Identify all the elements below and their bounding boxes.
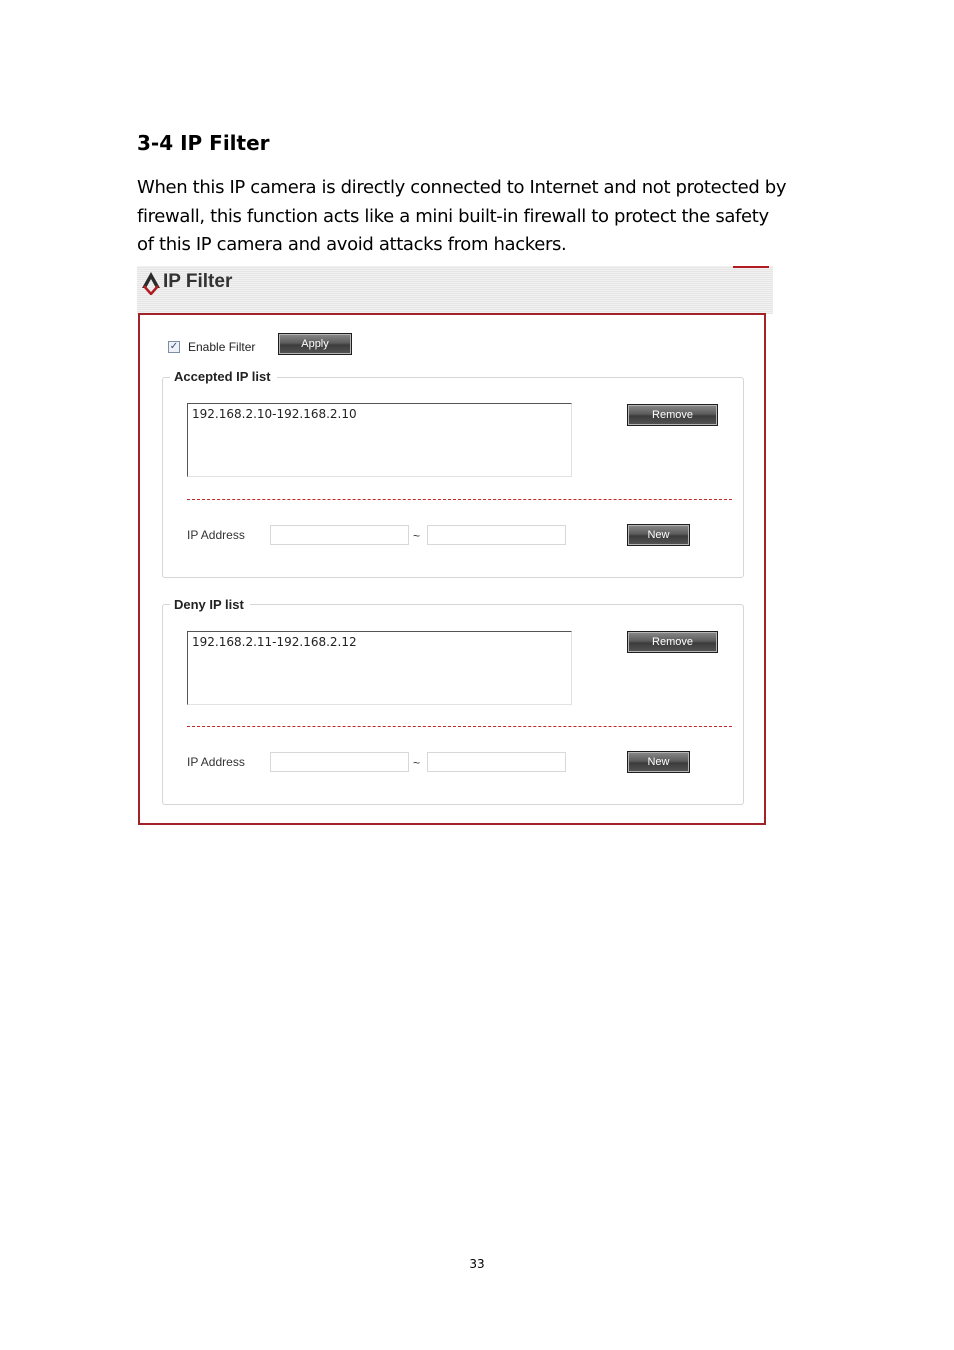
divider (187, 726, 732, 727)
deny-ip-legend: Deny IP list (170, 597, 250, 612)
accepted-ip-address-label: IP Address (187, 528, 245, 542)
section-heading: 3-4 IP Filter (137, 131, 270, 155)
apply-button[interactable]: Apply (278, 333, 352, 355)
deny-ip-start-input[interactable] (270, 752, 409, 772)
ip-filter-title: IP Filter (163, 271, 233, 292)
list-item[interactable]: 192.168.2.10-192.168.2.10 (192, 407, 357, 421)
accepted-new-button[interactable]: New (627, 524, 690, 546)
accepted-ip-legend: Accepted IP list (170, 369, 277, 384)
header-accent-line (733, 266, 769, 268)
paragraph-line: When this IP camera is directly connected to Internet and not protected by (137, 177, 787, 198)
deny-remove-button[interactable]: Remove (627, 631, 718, 653)
accepted-ip-listbox[interactable] (187, 403, 572, 477)
range-separator: ~ (413, 756, 421, 770)
list-item[interactable]: 192.168.2.11-192.168.2.12 (192, 635, 357, 649)
page-number: 33 (469, 1257, 485, 1271)
paragraph-line: firewall, this function acts like a mini built-in firewall to protect the safety (137, 205, 769, 227)
accepted-ip-end-input[interactable] (427, 525, 566, 545)
enable-filter-checkbox[interactable]: ✓ (169, 341, 179, 352)
paragraph-line: of this IP camera and avoid attacks from hackers. (137, 234, 567, 255)
deny-ip-end-input[interactable] (427, 752, 566, 772)
accepted-remove-button[interactable]: Remove (627, 404, 718, 426)
intro-paragraph (137, 174, 837, 260)
divider (187, 499, 732, 500)
brand-logo-icon (141, 271, 161, 295)
deny-new-button[interactable]: New (627, 751, 690, 773)
deny-ip-address-label: IP Address (187, 755, 245, 769)
range-separator: ~ (413, 529, 421, 543)
ip-filter-header (137, 266, 773, 314)
enable-filter-label: Enable Filter (188, 340, 256, 354)
accepted-ip-start-input[interactable] (270, 525, 409, 545)
deny-ip-listbox[interactable] (187, 631, 572, 705)
